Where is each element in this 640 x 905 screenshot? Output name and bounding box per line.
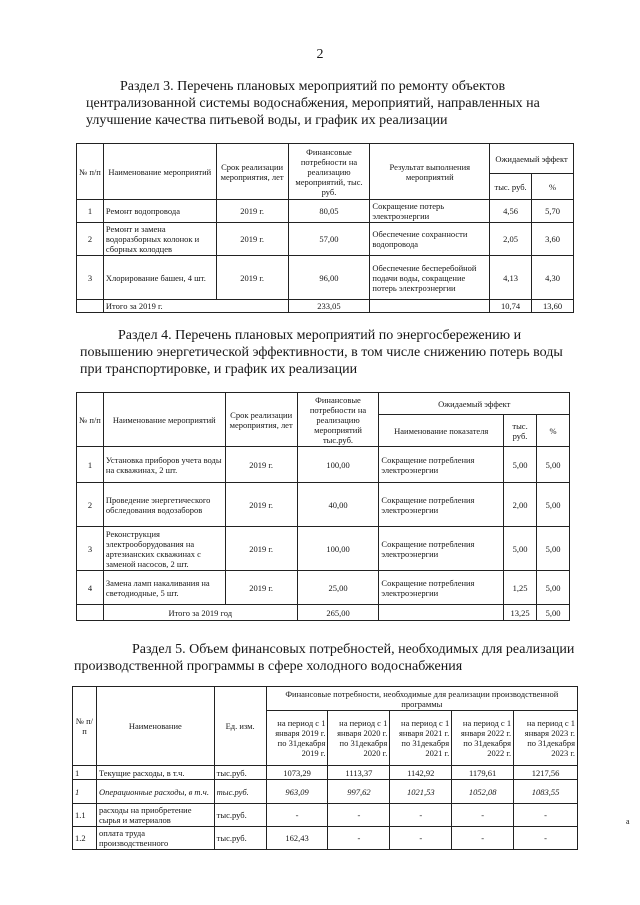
page-number: 2 bbox=[316, 47, 324, 62]
cell-value: - bbox=[514, 804, 578, 827]
cell-rub: 4,56 bbox=[490, 200, 532, 223]
section4-table bbox=[76, 392, 570, 621]
table-row bbox=[73, 804, 578, 827]
total-pct: 5,00 bbox=[537, 605, 570, 621]
cell-term: 2019 г. bbox=[216, 256, 288, 300]
col-header-num: № п/п bbox=[77, 393, 104, 447]
cell-finance: 57,00 bbox=[288, 223, 370, 256]
cell-name: Реконструкция электрооборудования на артезианских скважинах с заменой насосов, 2 шт. bbox=[103, 527, 225, 571]
cell-pct: 5,00 bbox=[537, 483, 570, 527]
section3-heading bbox=[86, 78, 576, 129]
cell-value: - bbox=[390, 827, 452, 850]
cell-value: 1217,56 bbox=[514, 766, 578, 780]
col-header-unit: Ед. изм. bbox=[214, 687, 266, 766]
table-row bbox=[77, 527, 570, 571]
cell-rub: 5,00 bbox=[504, 527, 537, 571]
heading-line: улучшение качества питьевой воды, и график их реализации bbox=[86, 113, 448, 128]
table-row bbox=[77, 483, 570, 527]
col-header-result: Результат выполнения мероприятий bbox=[370, 144, 490, 200]
cell-num: 2 bbox=[77, 223, 104, 256]
cell-value: - bbox=[328, 827, 390, 850]
total-rub: 13,25 bbox=[504, 605, 537, 621]
cell-name: Текущие расходы, в т.ч. bbox=[96, 766, 214, 780]
total-row bbox=[77, 300, 574, 313]
cell-value: 963,09 bbox=[266, 780, 328, 804]
total-row bbox=[77, 605, 570, 621]
col-header-term: Срок реализации мероприятия, лет bbox=[216, 144, 288, 200]
cell-pct: 5,70 bbox=[532, 200, 574, 223]
table-row bbox=[77, 223, 574, 256]
cell-value: - bbox=[328, 804, 390, 827]
table-row bbox=[73, 780, 578, 804]
cell-num: 3 bbox=[77, 527, 104, 571]
cell-num: 1 bbox=[73, 766, 97, 780]
col-header-pct: % bbox=[532, 174, 574, 200]
col-header-num: № п/п bbox=[77, 144, 104, 200]
cell-value: 1021,53 bbox=[390, 780, 452, 804]
cell-pct: 3,60 bbox=[532, 223, 574, 256]
col-header-name: Наименование мероприятий bbox=[103, 393, 225, 447]
section4-heading bbox=[80, 327, 574, 378]
cell-indicator: Сокращение потребления электроэнергии bbox=[379, 571, 504, 605]
cell-value: 997,62 bbox=[328, 780, 390, 804]
section3-table bbox=[76, 143, 574, 313]
cell-unit: тыс.руб. bbox=[214, 804, 266, 827]
cell-value: 1083,55 bbox=[514, 780, 578, 804]
col-header-effect: Ожидаемый эффект bbox=[490, 144, 574, 174]
cell-finance: 100,00 bbox=[297, 447, 379, 483]
total-rub: 10,74 bbox=[490, 300, 532, 313]
heading-line: Раздел 3. Перечень плановых мероприятий по ремонту объектов bbox=[120, 79, 506, 94]
cell-rub: 2,00 bbox=[504, 483, 537, 527]
col-header-period: на период с 1 января 2021 г. по 31декабря 2021 г. bbox=[390, 711, 452, 766]
cell-num: 3 bbox=[77, 256, 104, 300]
heading-line: при транспортировке, и график их реализации bbox=[80, 362, 358, 377]
col-header-name: Наименование bbox=[96, 687, 214, 766]
cell-num: 2 bbox=[77, 483, 104, 527]
cell-value: - bbox=[452, 827, 514, 850]
cell-pct: 5,00 bbox=[537, 571, 570, 605]
col-header-name: Наименование мероприятий bbox=[103, 144, 216, 200]
cell-name: Ремонт и замена водоразборных колонок и сборных колодцев bbox=[103, 223, 216, 256]
cell-pct: 5,00 bbox=[537, 447, 570, 483]
cell-name: расходы на приобретение сырья и материалов bbox=[96, 804, 214, 827]
cell-value: 162,43 bbox=[266, 827, 328, 850]
cell-finance: 40,00 bbox=[297, 483, 379, 527]
cell-indicator: Сокращение потребления электроэнергии bbox=[379, 527, 504, 571]
cell-name: Хлорирование башен, 4 шт. bbox=[103, 256, 216, 300]
col-header-period: на период с 1 января 2019 г. по 31декабря 2019 г. bbox=[266, 711, 328, 766]
heading-line: повышению энергетической эффективности, в том числе снижению потерь воды bbox=[80, 345, 563, 360]
cell-indicator: Сокращение потребления электроэнергии bbox=[379, 483, 504, 527]
col-header-rub: тыс. руб. bbox=[490, 174, 532, 200]
col-header-period: на период с 1 января 2020 г. по 31декабря 2020 г. bbox=[328, 711, 390, 766]
total-finance: 233,05 bbox=[288, 300, 370, 313]
cell-finance: 80,05 bbox=[288, 200, 370, 223]
cell-num: 1 bbox=[73, 780, 97, 804]
cell-value: 1179,61 bbox=[452, 766, 514, 780]
cell-pct: 5,00 bbox=[537, 527, 570, 571]
total-label: Итого за 2019 г. bbox=[103, 300, 288, 313]
table-row bbox=[77, 256, 574, 300]
cell-value: 1113,37 bbox=[328, 766, 390, 780]
cell-name: Операционные расходы, в т.ч. bbox=[96, 780, 214, 804]
table-row bbox=[73, 766, 578, 780]
heading-line: централизованной системы водоснабжения, мероприятий, направленных на bbox=[86, 96, 540, 111]
cell-name: оплата труда производственного bbox=[96, 827, 214, 850]
col-header-finance: Финансовые потребности на реализацию мероприятий тыс.руб. bbox=[297, 393, 379, 447]
section5-table bbox=[72, 686, 578, 850]
cell-num: 1.2 bbox=[73, 827, 97, 850]
cell-name: Ремонт водопровода bbox=[103, 200, 216, 223]
heading-line: Раздел 5. Объем финансовых потребностей, необходимых для реализации bbox=[132, 642, 575, 657]
col-header-pct: % bbox=[537, 415, 570, 447]
cell-term: 2019 г. bbox=[225, 527, 297, 571]
col-header-finance: Финансовые потребности на реализацию мероприятий, тыс. руб. bbox=[288, 144, 370, 200]
total-label: Итого за 2019 год bbox=[103, 605, 297, 621]
total-finance: 265,00 bbox=[297, 605, 379, 621]
cell-value: 1073,29 bbox=[266, 766, 328, 780]
cell-finance: 96,00 bbox=[288, 256, 370, 300]
cell-value: 1142,92 bbox=[390, 766, 452, 780]
col-header-period: на период с 1 января 2023 г. по 31декабря 2023 г. bbox=[514, 711, 578, 766]
cell-pct: 4,30 bbox=[532, 256, 574, 300]
cell-term: 2019 г. bbox=[225, 447, 297, 483]
cell-value: - bbox=[390, 804, 452, 827]
col-header-term: Срок реализации мероприятия, лет bbox=[225, 393, 297, 447]
cell-rub: 1,25 bbox=[504, 571, 537, 605]
cell-num: 1.1 bbox=[73, 804, 97, 827]
cell-term: 2019 г. bbox=[216, 223, 288, 256]
heading-line: Раздел 4. Перечень плановых мероприятий по энергосбережению и bbox=[118, 328, 522, 343]
cell-value: - bbox=[266, 804, 328, 827]
col-header-num: № п/п bbox=[73, 687, 97, 766]
margin-mark: а bbox=[626, 817, 630, 826]
cell-result: Обеспечение сохранности водопровода bbox=[370, 223, 490, 256]
cell-rub: 4,13 bbox=[490, 256, 532, 300]
col-header-effect: Ожидаемый эффект bbox=[379, 393, 570, 415]
section5-heading bbox=[74, 641, 574, 675]
cell-name: Проведение энергетического обследования водозаборов bbox=[103, 483, 225, 527]
cell-name: Установка приборов учета воды на скважинах, 2 шт. bbox=[103, 447, 225, 483]
cell-result: Обеспечение бесперебойной подачи воды, сокращение потерь электроэнергии bbox=[370, 256, 490, 300]
cell-value: - bbox=[452, 804, 514, 827]
cell-unit: тыс.руб. bbox=[214, 827, 266, 850]
cell-value: - bbox=[514, 827, 578, 850]
cell-term: 2019 г. bbox=[216, 200, 288, 223]
cell-unit: тыс.руб. bbox=[214, 766, 266, 780]
cell-finance: 25,00 bbox=[297, 571, 379, 605]
cell-rub: 5,00 bbox=[504, 447, 537, 483]
col-header-rub: тыс. руб. bbox=[504, 415, 537, 447]
cell-finance: 100,00 bbox=[297, 527, 379, 571]
cell-term: 2019 г. bbox=[225, 571, 297, 605]
cell-result: Сокращение потерь электроэнергии bbox=[370, 200, 490, 223]
total-pct: 13,60 bbox=[532, 300, 574, 313]
cell-indicator: Сокращение потребления электроэнергии bbox=[379, 447, 504, 483]
cell-unit: тыс.руб. bbox=[214, 780, 266, 804]
table-row bbox=[77, 200, 574, 223]
table-row bbox=[77, 571, 570, 605]
cell-num: 4 bbox=[77, 571, 104, 605]
table-row bbox=[77, 447, 570, 483]
table-row bbox=[73, 827, 578, 850]
col-header-indicator: Наименование показателя bbox=[379, 415, 504, 447]
col-header-finance: Финансовые потребности, необходимые для реализации производственной программы bbox=[266, 687, 577, 711]
cell-rub: 2,05 bbox=[490, 223, 532, 256]
cell-num: 1 bbox=[77, 447, 104, 483]
cell-num: 1 bbox=[77, 200, 104, 223]
cell-term: 2019 г. bbox=[225, 483, 297, 527]
cell-name: Замена ламп накаливания на светодиодные, 5 шт. bbox=[103, 571, 225, 605]
cell-value: 1052,08 bbox=[452, 780, 514, 804]
heading-line: производственной программы в сфере холодного водоснабжения bbox=[74, 659, 463, 674]
col-header-period: на период с 1 января 2022 г. по 31декабря 2022 г. bbox=[452, 711, 514, 766]
